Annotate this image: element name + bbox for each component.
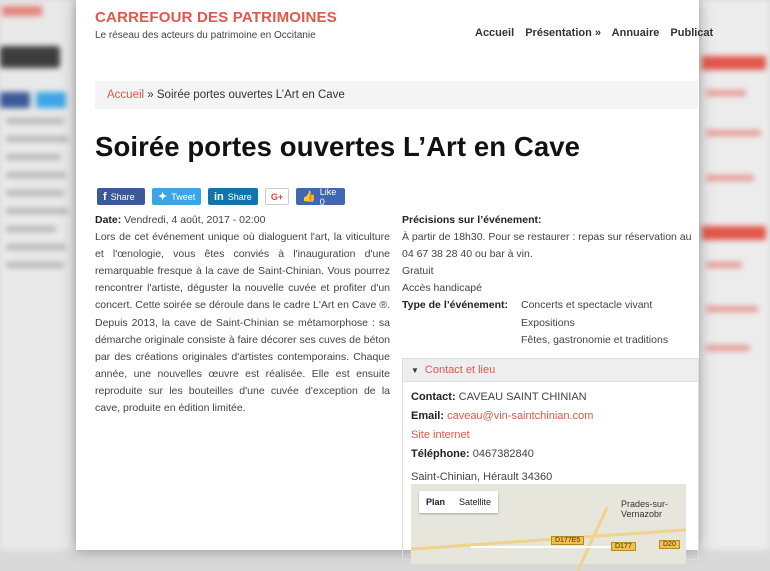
map-type-control bbox=[419, 491, 498, 513]
breadcrumb-separator: » bbox=[144, 89, 157, 101]
background-left-panel bbox=[0, 0, 75, 550]
linkedin-share-label: Share bbox=[227, 191, 252, 202]
share-buttons bbox=[97, 188, 345, 205]
nav-item-publications[interactable]: Publicat bbox=[670, 27, 714, 39]
website-link[interactable]: Site internet bbox=[411, 429, 470, 441]
breadcrumb-home-link[interactable]: Accueil bbox=[107, 89, 145, 101]
event-details-column bbox=[402, 212, 697, 349]
linkedin-share-button[interactable] bbox=[208, 188, 258, 205]
event-type-item[interactable]: Fêtes, gastronomie et traditions bbox=[521, 333, 669, 346]
phone-value: 0467382840 bbox=[469, 448, 534, 460]
contact-row bbox=[411, 388, 690, 407]
facebook-like-label: Like 0 bbox=[319, 186, 337, 207]
map-road-shield: D177 bbox=[611, 542, 636, 551]
twitter-tweet-button[interactable] bbox=[152, 188, 201, 205]
event-date-label: Date: bbox=[95, 214, 122, 226]
thumbs-up-icon: 👍 bbox=[302, 191, 316, 203]
event-description-column bbox=[95, 212, 390, 417]
map-widget[interactable] bbox=[411, 484, 686, 564]
linkedin-icon: in bbox=[214, 190, 224, 203]
twitter-icon: ✦ bbox=[158, 191, 168, 203]
google-plus-button[interactable] bbox=[265, 188, 289, 205]
map-road-shield: D177E5 bbox=[551, 536, 584, 545]
map-town-label: Prades-sur-Vernazobr bbox=[621, 499, 669, 519]
contact-panel-title: Contact et lieu bbox=[424, 364, 496, 376]
phone-row bbox=[411, 445, 690, 464]
site-title[interactable]: CARREFOUR DES PATRIMOINES bbox=[95, 9, 337, 26]
phone-label: Téléphone: bbox=[411, 448, 470, 460]
event-date-value: Vendredi, 4 août, 2017 - 02:00 bbox=[121, 214, 266, 226]
email-row bbox=[411, 407, 690, 426]
caret-down-icon: ▼ bbox=[411, 366, 419, 375]
contact-value: CAVEAU SAINT CHINIAN bbox=[455, 391, 587, 403]
facebook-like-button[interactable] bbox=[296, 188, 345, 205]
breadcrumb-current: Soirée portes ouvertes L’Art en Cave bbox=[156, 89, 345, 101]
nav-item-accueil[interactable]: Accueil bbox=[475, 27, 515, 39]
map-satellite-button[interactable]: Satellite bbox=[459, 497, 492, 507]
precisions-text: À partir de 18h30. Pour se restaurer : repas sur réservation au 04 67 38 28 40 ou bar à vin. bbox=[402, 231, 692, 261]
event-type-item[interactable]: Expositions bbox=[521, 316, 575, 329]
precisions-heading: Précisions sur l’événement: bbox=[402, 214, 542, 226]
google-plus-label: G+ bbox=[270, 191, 284, 202]
contact-panel-header[interactable] bbox=[403, 359, 698, 382]
background-right-panel bbox=[698, 0, 770, 550]
contact-panel-body bbox=[403, 382, 698, 487]
event-date bbox=[95, 212, 390, 229]
nav-item-presentation[interactable]: Présentation » bbox=[525, 27, 602, 39]
price-text: Gratuit bbox=[402, 265, 434, 278]
access-text: Accès handicapé bbox=[402, 282, 482, 295]
event-type-list bbox=[521, 297, 668, 348]
email-link[interactable]: caveau@vin-saintchinian.com bbox=[447, 410, 594, 422]
map-road-shield: D20 bbox=[659, 540, 680, 549]
event-type bbox=[402, 297, 697, 348]
breadcrumb bbox=[95, 81, 698, 109]
address-text: Saint-Chinian, Hérault 34360 bbox=[411, 471, 553, 483]
event-type-label: Type de l’événement: bbox=[402, 299, 509, 312]
email-label: Email: bbox=[411, 410, 445, 422]
nav-item-annuaire[interactable]: Annuaire bbox=[611, 27, 660, 39]
contact-label: Contact: bbox=[411, 391, 456, 403]
contact-panel bbox=[402, 358, 699, 560]
page-title: Soirée portes ouvertes L’Art en Cave bbox=[95, 131, 581, 162]
twitter-tweet-label: Tweet bbox=[171, 191, 196, 202]
facebook-share-button[interactable] bbox=[97, 188, 145, 205]
facebook-share-label: Share bbox=[110, 191, 135, 202]
main-nav bbox=[475, 27, 721, 39]
event-type-item[interactable]: Concerts et spectacle vivant bbox=[521, 299, 653, 312]
facebook-icon: f bbox=[103, 190, 107, 203]
site-tagline: Le réseau des acteurs du patrimoine en Occitanie bbox=[95, 30, 316, 41]
map-plan-button[interactable]: Plan bbox=[426, 497, 446, 507]
page-panel bbox=[76, 0, 714, 550]
event-description: Lors de cet événement unique où dialoguent l'art, la viticulture et l'œnologie, vous êtes conviés à l'inauguration d'une remarquable fresque à la cave de Saint-Chinian. Vous pourrez rencontrer l'artiste, déguster la nouvelle cuvée et profiter d'un concert. Cette soirée se déroule dans le cadre L'Art en Cave ®. Depuis 2013, la cave de Saint-Chinian se métamorphose : sa démarche originale consiste à faire décorer ses cuves de béton par des créations originales d'artistes contemporains. Chaque année, une nouvelles œuvre est réalisée. Elle est ensuite reproduite sur les bouteilles d'une cuvée d'exception de la cave, produite en édition limitée. bbox=[95, 231, 390, 415]
